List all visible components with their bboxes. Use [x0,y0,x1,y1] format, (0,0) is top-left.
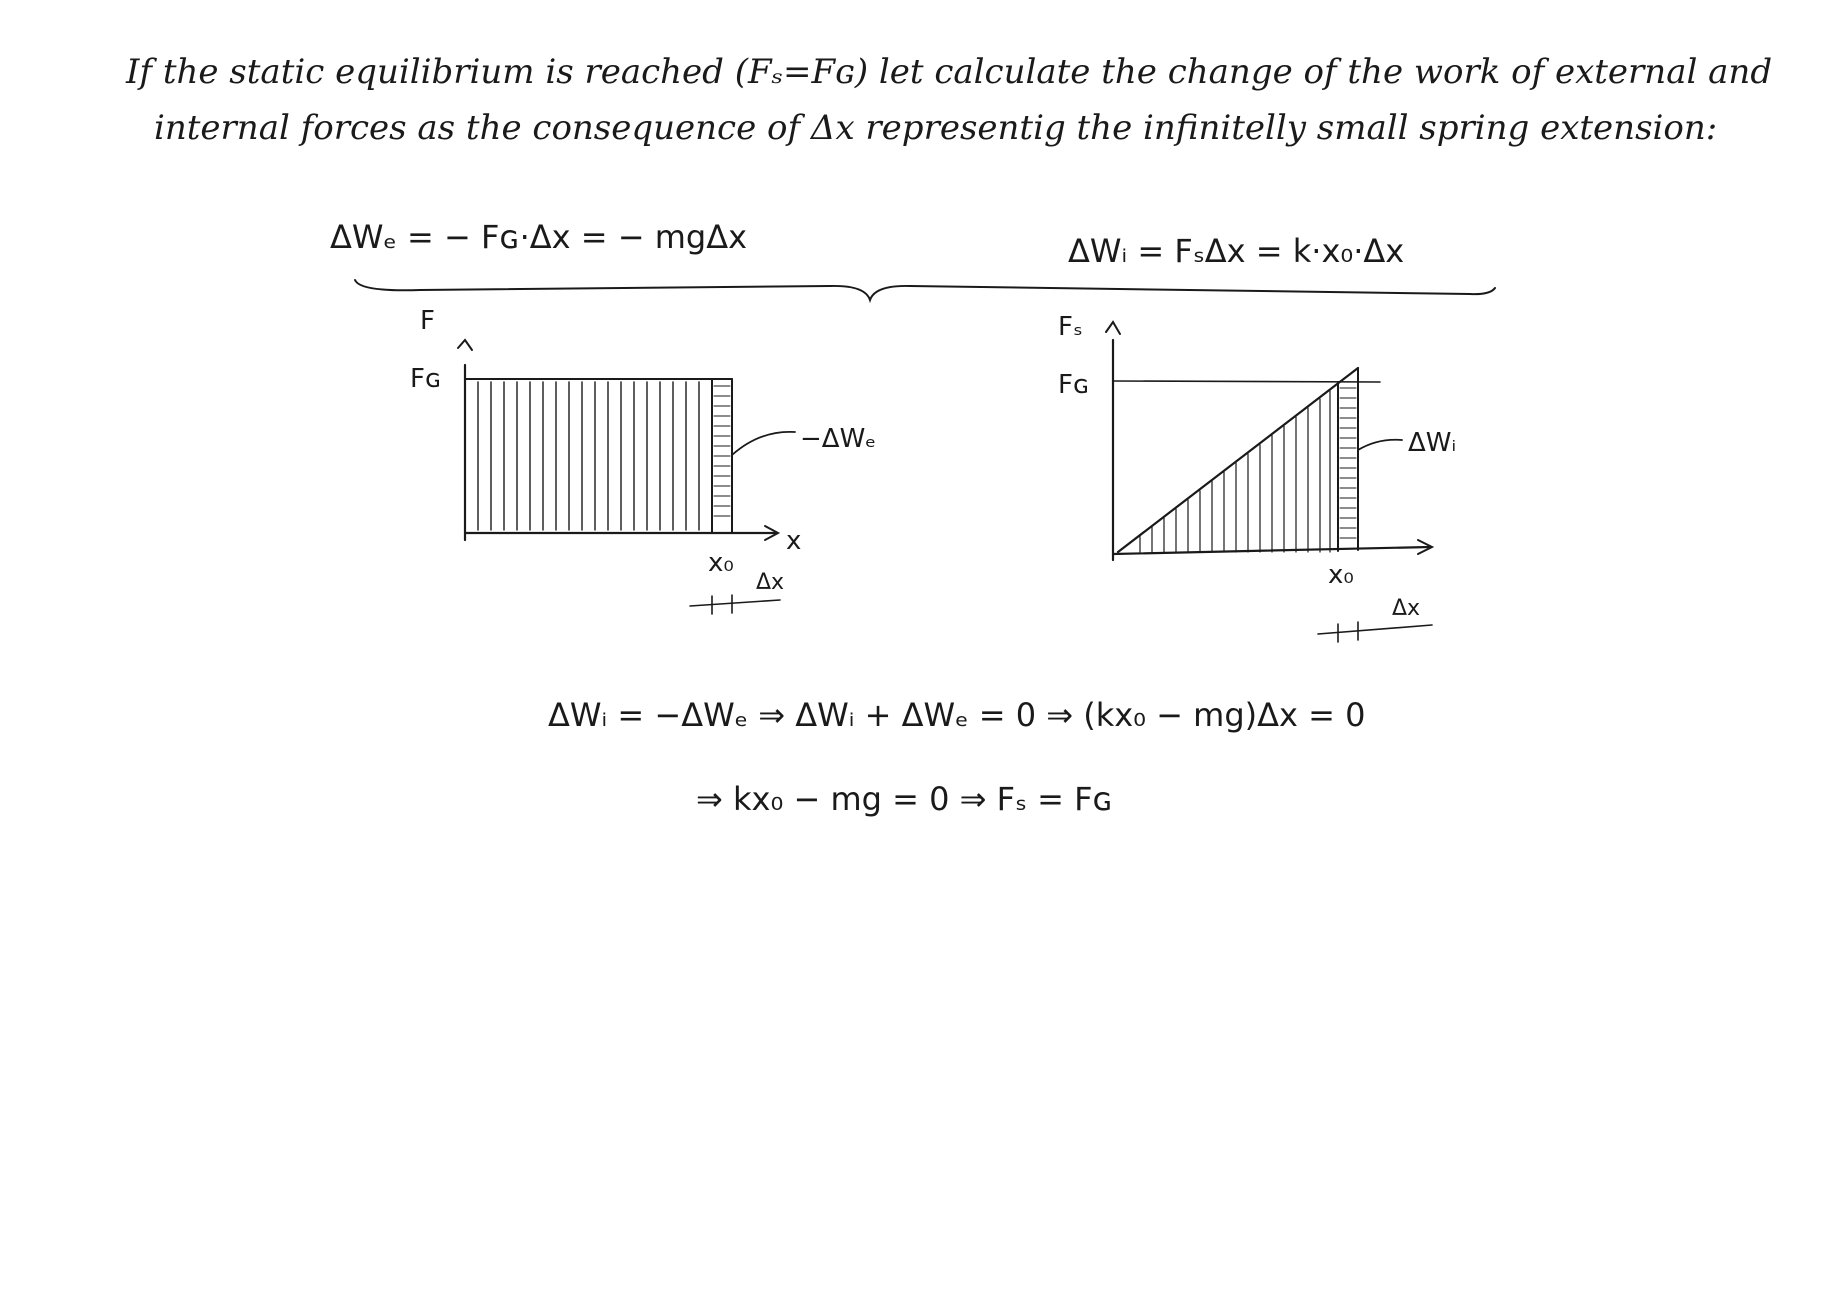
right-dx-strip-hatching [1340,388,1356,538]
right-x0-label: x₀ [1328,560,1354,590]
right-y-axis-label: Fₛ [1058,312,1083,342]
left-dx-strip-hatching [714,386,730,516]
left-x0-label: x₀ [708,548,734,578]
right-graph [1106,322,1432,642]
left-area-label: −ΔWₑ [800,424,877,454]
left-dx-label: Δx [756,570,785,595]
balance-equation-line-1: ΔWᵢ = −ΔWₑ ⇒ ΔWᵢ + ΔWₑ = 0 ⇒ (kx₀ − mg)Δx = 0 [548,696,1366,734]
right-spring-line [1118,368,1358,552]
intro-line-1: If the static equilibrium is reached (Fₛ=Fɢ) let calculate the change of the work of external and [126,52,1773,92]
external-work-equation: ΔWₑ = − Fɢ·Δx = − mgΔx [330,218,748,256]
right-area-leader [1358,440,1402,450]
balance-equation-line-2: ⇒ kx₀ − mg = 0 ⇒ Fₛ = Fɢ [696,780,1113,818]
left-y-axis-label: F [420,306,435,336]
left-area-leader [732,432,795,455]
left-graph [458,340,795,614]
intro-line-2: internal forces as the consequence of Δx representig the infinitelly small spring extension: [154,108,1718,148]
right-area-label: ΔWᵢ [1408,428,1457,458]
left-area-hatching [478,382,699,530]
left-y-arrow [458,340,472,350]
left-dx-dim-line [690,600,780,606]
left-x-axis-label: x [786,526,802,556]
right-fg-label: Fɢ [1058,370,1090,400]
right-area-hatching [1140,391,1330,552]
right-y-arrow [1106,322,1120,334]
internal-work-equation: ΔWᵢ = FₛΔx = k·x₀·Δx [1068,232,1405,270]
left-fg-label: Fɢ [410,364,442,394]
right-dx-dim-line [1318,625,1432,634]
curly-brace [355,280,1495,300]
right-dx-label: Δx [1392,596,1421,621]
